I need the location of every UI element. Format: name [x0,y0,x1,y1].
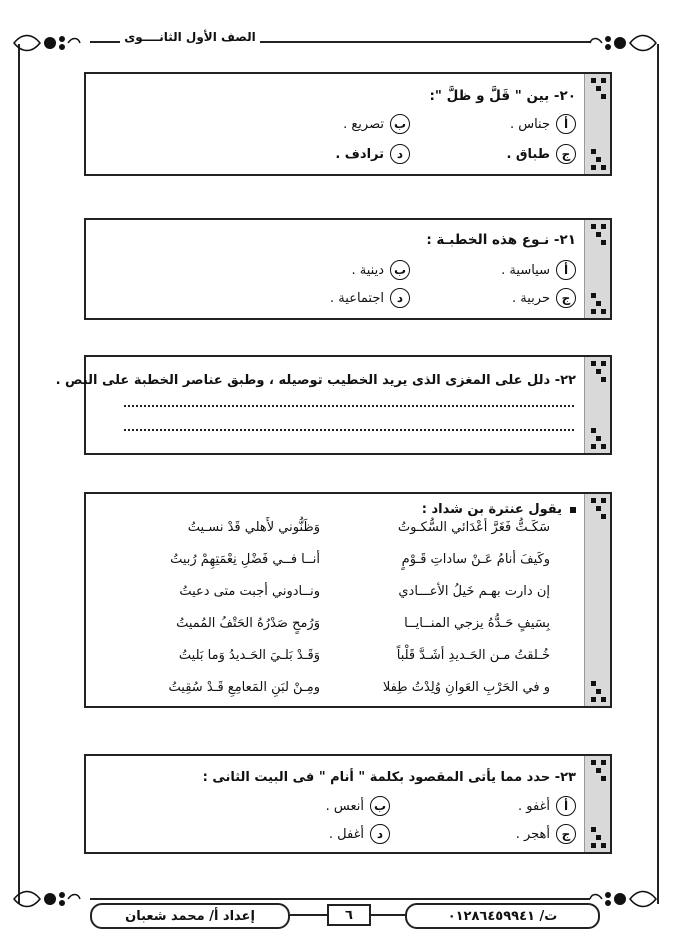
answer-line[interactable] [124,405,574,407]
option-c[interactable] [512,288,576,308]
option-d[interactable] [335,144,410,164]
option-text: دينية . [351,262,384,278]
option-letter: ب [390,260,410,280]
option-text: حربية . [512,290,550,306]
option-text: سياسية . [501,262,550,278]
verse-first-half: إن دارت بهـم خَيلُ الأعـــادي [398,584,550,599]
option-a[interactable] [501,260,576,280]
verse-second-half: وَقَـدْ بَلـيَ الحَـديدُ وَما بَليتُ [178,648,320,663]
floral-ornament-icon [588,31,660,55]
decorative-pattern [584,756,610,852]
footer-rule [90,898,590,900]
answer-line[interactable] [124,429,574,431]
verse-first-half: خُـلقتُ مـن الحَـديدِ أشَـدَّ قَلْباً [396,648,550,663]
option-b[interactable] [352,260,411,280]
option-letter: ب [370,796,390,816]
question-23-title: ٢٣- حدد مما يأتى المقصود بكلمة " أنام " فى البيت الثانى : [202,770,576,785]
question-21-box [84,218,612,320]
option-text: جناس . [509,116,550,132]
option-b[interactable] [343,114,410,134]
page-number: ٦ [327,904,371,926]
decorative-pattern [584,220,610,318]
option-text: اجتماعية . [330,290,384,306]
option-text: أغفل . [328,826,364,842]
option-text: أنعس . [325,798,364,814]
question-20-title: ٢٠- بين " قَلَّ و ظلَّ ": [429,88,576,104]
question-20-box [84,72,612,176]
bullet-icon [570,507,576,513]
option-a[interactable] [518,796,576,816]
verse-first-half: بِسَيفٍ حَـدُّهُ يزجي المنــايــا [404,616,550,631]
poem-intro [422,502,576,517]
poem-box [84,492,612,708]
option-letter: ج [556,824,576,844]
option-letter: د [390,288,410,308]
verse-first-half: سَكَـتُّ فَغَرَّ أعْدَائي السُّكـوتُ [397,520,550,535]
option-c[interactable] [516,824,576,844]
option-text: أغفو . [518,798,550,814]
verse-first-half: و في الحَرْبِ العَوانِ وُلِدْتُ طِفلا [382,680,550,695]
option-letter: د [390,144,410,164]
option-d[interactable] [329,824,390,844]
verse-first-half: وكَيفَ أنامُ عَـنْ ساداتِ قَـوْمٍ [401,552,550,567]
question-22-title: ٢٢- دلل على المغزى الذى يريد الخطيب توصيله ، وطبق عناصر الخطبة على النص . [55,373,576,388]
question-21-title: ٢١- نـوع هذه الخطبـة : [426,232,576,248]
option-letter: ب [390,114,410,134]
option-text: أهجر . [515,826,550,842]
decorative-pattern [584,74,610,174]
option-a[interactable] [510,114,576,134]
option-letter: أ [556,796,576,816]
option-letter: أ [556,260,576,280]
floral-ornament-icon [588,887,660,911]
verse-second-half: ومِـنْ لبَنِ المَعامِعِ قَـدْ سُقِيتُ [168,680,320,695]
verse-second-half: وَظَنُّوني لأَهلي قَدْ نسـيتُ [187,520,320,535]
verse-second-half: أنــا فــي فَضْلِ نِعْمَتِهِمْ رُبيتُ [170,552,320,567]
option-text: طباق . [506,146,550,162]
poem-intro-text: يقول عنترة بن شداد : [421,502,562,517]
option-letter: ج [556,288,576,308]
verse-second-half: ونــادوني أجبت متى دعيتُ [179,584,320,599]
verse-second-half: وَرُمحٍ صَدْرُهُ الحَتْفُ المُميتُ [176,616,320,631]
question-22-box [55,355,612,455]
option-c[interactable] [506,144,576,164]
option-letter: د [370,824,390,844]
option-text: ترادف . [335,146,384,162]
decorative-pattern [584,494,610,706]
option-letter: أ [556,114,576,134]
author-box: إعداد أ/ محمد شعبان [90,903,290,929]
floral-ornament-icon [10,887,82,911]
option-letter: ج [556,144,576,164]
decorative-pattern [584,357,610,453]
page-title: الصف الأول الثانــــوى [120,30,260,44]
phone-box: ت/ ٠١٢٨٦٤٥٩٩٤١ [405,903,600,929]
option-b[interactable] [326,796,390,816]
floral-ornament-icon [10,31,82,55]
option-d[interactable] [330,288,410,308]
option-text: تصريع . [343,116,384,132]
question-23-box [84,754,612,854]
